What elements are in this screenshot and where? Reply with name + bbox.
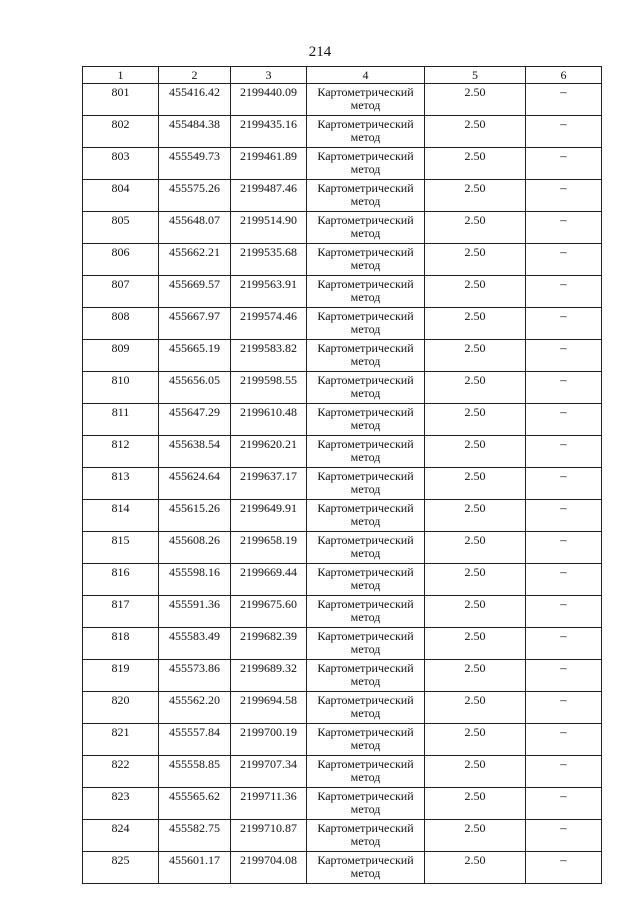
note-cell: – — [526, 180, 602, 212]
table-row — [83, 148, 602, 180]
table-row — [83, 564, 602, 596]
y-coordinate-cell: 2199649.91 — [231, 500, 307, 532]
method-cell: Картометрический метод — [307, 148, 425, 180]
x-coordinate-cell: 455582.75 — [159, 820, 231, 852]
x-coordinate-cell: 455484.38 — [159, 116, 231, 148]
accuracy-cell: 2.50 — [425, 436, 526, 468]
method-cell: Картометрический метод — [307, 468, 425, 500]
note-cell: – — [526, 660, 602, 692]
x-coordinate-cell: 455416.42 — [159, 84, 231, 116]
accuracy-cell: 2.50 — [425, 564, 526, 596]
method-cell: Картометрический метод — [307, 660, 425, 692]
point-number-cell: 820 — [83, 692, 159, 724]
x-coordinate-cell: 455662.21 — [159, 244, 231, 276]
accuracy-cell: 2.50 — [425, 84, 526, 116]
point-number-cell: 814 — [83, 500, 159, 532]
table-row — [83, 84, 602, 116]
x-coordinate-cell: 455669.57 — [159, 276, 231, 308]
point-number-cell: 824 — [83, 820, 159, 852]
x-coordinate-cell: 455608.26 — [159, 532, 231, 564]
method-cell: Картометрический метод — [307, 436, 425, 468]
x-coordinate-cell: 455667.97 — [159, 308, 231, 340]
note-cell: – — [526, 436, 602, 468]
point-number-cell: 803 — [83, 148, 159, 180]
note-cell: – — [526, 276, 602, 308]
accuracy-cell: 2.50 — [425, 532, 526, 564]
x-coordinate-cell: 455601.17 — [159, 852, 231, 884]
note-cell: – — [526, 532, 602, 564]
point-number-cell: 817 — [83, 596, 159, 628]
note-cell: – — [526, 756, 602, 788]
column-header: 2 — [159, 67, 231, 84]
point-number-cell: 821 — [83, 724, 159, 756]
accuracy-cell: 2.50 — [425, 820, 526, 852]
table-row — [83, 660, 602, 692]
accuracy-cell: 2.50 — [425, 212, 526, 244]
accuracy-cell: 2.50 — [425, 756, 526, 788]
table-row — [83, 116, 602, 148]
coordinates-table — [82, 66, 602, 884]
method-cell: Картометрический метод — [307, 276, 425, 308]
point-number-cell: 823 — [83, 788, 159, 820]
note-cell: – — [526, 308, 602, 340]
accuracy-cell: 2.50 — [425, 468, 526, 500]
table-row — [83, 180, 602, 212]
table-row — [83, 628, 602, 660]
y-coordinate-cell: 2199583.82 — [231, 340, 307, 372]
table-row — [83, 820, 602, 852]
note-cell: – — [526, 628, 602, 660]
table-row — [83, 436, 602, 468]
column-header: 6 — [526, 67, 602, 84]
y-coordinate-cell: 2199711.36 — [231, 788, 307, 820]
point-number-cell: 802 — [83, 116, 159, 148]
note-cell: – — [526, 372, 602, 404]
table-row — [83, 500, 602, 532]
y-coordinate-cell: 2199675.60 — [231, 596, 307, 628]
accuracy-cell: 2.50 — [425, 276, 526, 308]
y-coordinate-cell: 2199514.90 — [231, 212, 307, 244]
table-row — [83, 532, 602, 564]
point-number-cell: 822 — [83, 756, 159, 788]
x-coordinate-cell: 455615.26 — [159, 500, 231, 532]
table-row — [83, 372, 602, 404]
point-number-cell: 816 — [83, 564, 159, 596]
x-coordinate-cell: 455557.84 — [159, 724, 231, 756]
accuracy-cell: 2.50 — [425, 372, 526, 404]
method-cell: Картометрический метод — [307, 180, 425, 212]
column-header: 4 — [307, 67, 425, 84]
method-cell: Картометрический метод — [307, 340, 425, 372]
accuracy-cell: 2.50 — [425, 628, 526, 660]
x-coordinate-cell: 455647.29 — [159, 404, 231, 436]
point-number-cell: 811 — [83, 404, 159, 436]
y-coordinate-cell: 2199700.19 — [231, 724, 307, 756]
x-coordinate-cell: 455565.62 — [159, 788, 231, 820]
accuracy-cell: 2.50 — [425, 308, 526, 340]
accuracy-cell: 2.50 — [425, 596, 526, 628]
point-number-cell: 806 — [83, 244, 159, 276]
column-header: 5 — [425, 67, 526, 84]
method-cell: Картометрический метод — [307, 724, 425, 756]
method-cell: Картометрический метод — [307, 628, 425, 660]
x-coordinate-cell: 455575.26 — [159, 180, 231, 212]
y-coordinate-cell: 2199487.46 — [231, 180, 307, 212]
point-number-cell: 801 — [83, 84, 159, 116]
x-coordinate-cell: 455562.20 — [159, 692, 231, 724]
table-header-row — [83, 67, 602, 84]
note-cell: – — [526, 116, 602, 148]
y-coordinate-cell: 2199669.44 — [231, 564, 307, 596]
accuracy-cell: 2.50 — [425, 244, 526, 276]
table-row — [83, 276, 602, 308]
note-cell: – — [526, 212, 602, 244]
point-number-cell: 810 — [83, 372, 159, 404]
point-number-cell: 804 — [83, 180, 159, 212]
y-coordinate-cell: 2199620.21 — [231, 436, 307, 468]
y-coordinate-cell: 2199563.91 — [231, 276, 307, 308]
y-coordinate-cell: 2199610.48 — [231, 404, 307, 436]
point-number-cell: 815 — [83, 532, 159, 564]
point-number-cell: 807 — [83, 276, 159, 308]
method-cell: Картометрический метод — [307, 372, 425, 404]
x-coordinate-cell: 455558.85 — [159, 756, 231, 788]
x-coordinate-cell: 455656.05 — [159, 372, 231, 404]
note-cell: – — [526, 84, 602, 116]
y-coordinate-cell: 2199707.34 — [231, 756, 307, 788]
note-cell: – — [526, 788, 602, 820]
y-coordinate-cell: 2199658.19 — [231, 532, 307, 564]
method-cell: Картометрический метод — [307, 564, 425, 596]
method-cell: Картометрический метод — [307, 500, 425, 532]
x-coordinate-cell: 455573.86 — [159, 660, 231, 692]
table-row — [83, 244, 602, 276]
point-number-cell: 825 — [83, 852, 159, 884]
method-cell: Картометрический метод — [307, 116, 425, 148]
method-cell: Картометрический метод — [307, 756, 425, 788]
table-row — [83, 308, 602, 340]
column-header: 3 — [231, 67, 307, 84]
method-cell: Картометрический метод — [307, 596, 425, 628]
y-coordinate-cell: 2199435.16 — [231, 116, 307, 148]
table-row — [83, 340, 602, 372]
accuracy-cell: 2.50 — [425, 660, 526, 692]
accuracy-cell: 2.50 — [425, 852, 526, 884]
table-row — [83, 212, 602, 244]
accuracy-cell: 2.50 — [425, 340, 526, 372]
table-row — [83, 724, 602, 756]
table-row — [83, 468, 602, 500]
accuracy-cell: 2.50 — [425, 788, 526, 820]
point-number-cell: 809 — [83, 340, 159, 372]
note-cell: – — [526, 564, 602, 596]
note-cell: – — [526, 244, 602, 276]
note-cell: – — [526, 340, 602, 372]
method-cell: Картометрический метод — [307, 212, 425, 244]
note-cell: – — [526, 852, 602, 884]
accuracy-cell: 2.50 — [425, 724, 526, 756]
y-coordinate-cell: 2199440.09 — [231, 84, 307, 116]
y-coordinate-cell: 2199694.58 — [231, 692, 307, 724]
note-cell: – — [526, 820, 602, 852]
method-cell: Картометрический метод — [307, 788, 425, 820]
point-number-cell: 819 — [83, 660, 159, 692]
method-cell: Картометрический метод — [307, 244, 425, 276]
method-cell: Картометрический метод — [307, 820, 425, 852]
y-coordinate-cell: 2199710.87 — [231, 820, 307, 852]
point-number-cell: 818 — [83, 628, 159, 660]
accuracy-cell: 2.50 — [425, 116, 526, 148]
note-cell: – — [526, 500, 602, 532]
point-number-cell: 808 — [83, 308, 159, 340]
note-cell: – — [526, 404, 602, 436]
y-coordinate-cell: 2199682.39 — [231, 628, 307, 660]
accuracy-cell: 2.50 — [425, 148, 526, 180]
y-coordinate-cell: 2199461.89 — [231, 148, 307, 180]
x-coordinate-cell: 455583.49 — [159, 628, 231, 660]
x-coordinate-cell: 455665.19 — [159, 340, 231, 372]
y-coordinate-cell: 2199704.08 — [231, 852, 307, 884]
point-number-cell: 805 — [83, 212, 159, 244]
accuracy-cell: 2.50 — [425, 180, 526, 212]
x-coordinate-cell: 455624.64 — [159, 468, 231, 500]
accuracy-cell: 2.50 — [425, 500, 526, 532]
y-coordinate-cell: 2199535.68 — [231, 244, 307, 276]
note-cell: – — [526, 596, 602, 628]
method-cell: Картометрический метод — [307, 852, 425, 884]
note-cell: – — [526, 724, 602, 756]
table-row — [83, 692, 602, 724]
table-row — [83, 852, 602, 884]
method-cell: Картометрический метод — [307, 692, 425, 724]
method-cell: Картометрический метод — [307, 308, 425, 340]
x-coordinate-cell: 455591.36 — [159, 596, 231, 628]
page-number: 214 — [308, 44, 332, 60]
point-number-cell: 813 — [83, 468, 159, 500]
point-number-cell: 812 — [83, 436, 159, 468]
x-coordinate-cell: 455638.54 — [159, 436, 231, 468]
y-coordinate-cell: 2199574.46 — [231, 308, 307, 340]
table-row — [83, 404, 602, 436]
method-cell: Картометрический метод — [307, 84, 425, 116]
table-row — [83, 596, 602, 628]
table-row — [83, 788, 602, 820]
y-coordinate-cell: 2199637.17 — [231, 468, 307, 500]
note-cell: – — [526, 468, 602, 500]
x-coordinate-cell: 455549.73 — [159, 148, 231, 180]
accuracy-cell: 2.50 — [425, 692, 526, 724]
table-body — [83, 84, 602, 884]
note-cell: – — [526, 692, 602, 724]
table-row — [83, 756, 602, 788]
note-cell: – — [526, 148, 602, 180]
x-coordinate-cell: 455598.16 — [159, 564, 231, 596]
method-cell: Картометрический метод — [307, 404, 425, 436]
x-coordinate-cell: 455648.07 — [159, 212, 231, 244]
column-header: 1 — [83, 67, 159, 84]
method-cell: Картометрический метод — [307, 532, 425, 564]
y-coordinate-cell: 2199598.55 — [231, 372, 307, 404]
y-coordinate-cell: 2199689.32 — [231, 660, 307, 692]
accuracy-cell: 2.50 — [425, 404, 526, 436]
